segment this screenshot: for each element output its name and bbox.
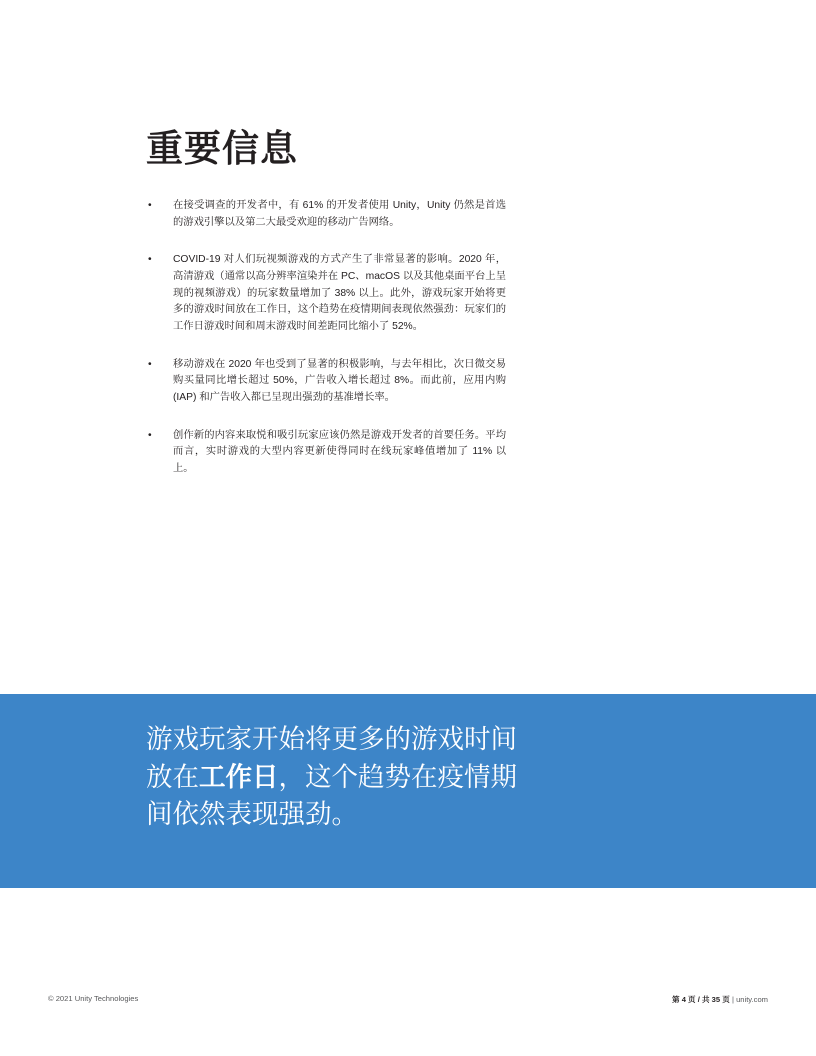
pull-quote-emphasis: 工作日: [199, 761, 279, 792]
footer-page-info: [672, 994, 768, 1005]
list-item: [146, 357, 506, 407]
list-item-text: COVID-19 对人们玩视频游戏的方式产生了非常显著的影响。2020 年，高清游戏（通常以高分辨率渲染并在 PC、macOS 以及其他桌面平台上呈现的视频游戏）的玩家数量增加了 38% 以上。此外，游戏玩家开始将更多的游戏时间放在工作日，这个趋势在疫情期间表现依然强劲：玩家们的工作日游戏时间和周末游戏时间差距同比缩小了 52%。: [173, 254, 506, 333]
footer-copyright: © 2021 Unity Technologies: [48, 994, 139, 1003]
key-findings-list: [146, 198, 506, 478]
list-item-text: 移动游戏在 2020 年也受到了显著的积极影响，与去年相比，次日微交易购买量同比增长超过 50%，广告收入增长超过 8%。而此前，应用内购 (IAP) 和广告收入都已呈现出强劲的基准增长率。: [173, 358, 506, 404]
pull-quote-line-2-suffix: ，这个趋势在疫情期: [278, 761, 517, 792]
pull-quote-text: [146, 721, 646, 834]
pull-quote-line-1: 游戏玩家开始将更多的游戏时间: [146, 724, 517, 754]
bullet-marker-icon: •: [148, 200, 152, 211]
list-item-text: 创作新的内容来取悦和吸引玩家应该仍然是游戏开发者的首要任务。平均而言，实时游戏的大型内容更新使得同时在线玩家峰值增加了 11% 以上。: [173, 429, 506, 475]
page-title: 重要信息: [146, 127, 298, 169]
bullet-marker-icon: •: [148, 254, 152, 266]
list-item-text: 在接受调查的开发者中，有 61% 的开发者使用 Unity，Unity 仍然是首选的游戏引擎以及第二大最受欢迎的移动广告网络。: [173, 200, 506, 228]
footer-site-link[interactable]: unity.com: [736, 995, 768, 1004]
bullet-marker-icon: •: [148, 358, 152, 370]
list-item: [146, 252, 506, 335]
pull-quote-band: [0, 694, 816, 888]
footer-separator: |: [731, 995, 734, 1004]
pull-quote-line-2-prefix: 放在: [146, 761, 199, 792]
bullet-marker-icon: •: [148, 429, 152, 441]
list-item: [146, 198, 506, 231]
list-item: [146, 428, 506, 478]
pull-quote-line-3: 间依然表现强劲。: [146, 799, 358, 830]
footer-page-number: 第 4 页 / 共 35 页: [672, 995, 730, 1004]
